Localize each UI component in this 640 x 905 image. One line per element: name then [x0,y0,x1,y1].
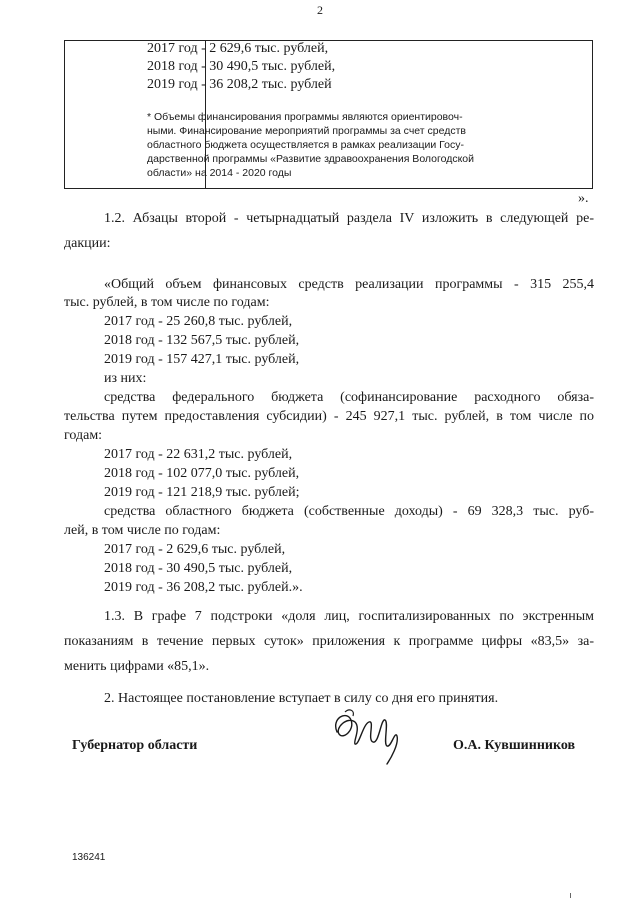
regional-year-line: 2018 год - 30 490,5 тыс. рублей, [104,561,293,576]
table-note-line: области» на 2014 - 2020 годы [147,167,292,179]
federal-year-line: 2017 год - 22 631,2 тыс. рублей, [104,447,293,462]
section-1-3-line: показаниям в течение первых суток» приложения к программе цифры «83,5» за- [64,634,594,649]
table-note-line: областного бюджета осуществляется в рамках реализации Госу- [147,139,464,151]
table-note-line: * Объемы финансирования программы являются ориентировоч- [147,111,463,123]
federal-budget-line: средства федерального бюджета (софинансирование расходного обяза- [104,390,594,405]
table-year-line: 2018 год - 30 490,5 тыс. рублей, [147,59,336,74]
signatory-name: О.А. Кувшинников [453,738,576,753]
table-year-line: 2019 год - 36 208,2 тыс. рублей [147,77,332,92]
section-2-line: 2. Настоящее постановление вступает в силу со дня его принятия. [104,691,499,706]
document-code: 136241 [72,852,106,863]
table-note-line: дарственной программы «Развитие здравоохранения Вологодской [147,153,475,165]
quote-year-line: 2018 год - 132 567,5 тыс. рублей, [104,333,300,348]
scan-mark [570,893,571,898]
quote-total-line: тыс. рублей, в том числе по годам: [64,295,270,310]
quote-year-line: 2019 год - 157 427,1 тыс. рублей, [104,352,300,367]
quote-total-line: «Общий объем финансовых средств реализации программы - 315 255,4 [104,277,594,292]
section-1-2-line: 1.2. Абзацы второй - четырнадцатый раздела IV изложить в следующей ре- [104,211,594,226]
section-1-3-line: 1.3. В графе 7 подстроки «доля лиц, госпитализированных по экстренным [104,609,594,624]
closing-quote-mark: ». [578,191,589,206]
quote-of-them: из них: [104,371,147,386]
handwritten-signature [325,700,415,770]
table-year-line: 2017 год - 2 629,6 тыс. рублей, [147,41,329,56]
federal-budget-line: годам: [64,428,103,443]
section-1-2-line: дакции: [64,236,111,251]
signatory-title: Губернатор области [72,738,198,753]
regional-budget-line: средства областного бюджета (собственные доходы) - 69 328,3 тыс. руб- [104,504,594,519]
federal-budget-line: тельства путем предоставления субсидии) - 245 927,1 тыс. рублей, в том числе по [64,409,594,424]
federal-year-line: 2019 год - 121 218,9 тыс. рублей; [104,485,300,500]
federal-year-line: 2018 год - 102 077,0 тыс. рублей, [104,466,300,481]
quote-year-line: 2017 год - 25 260,8 тыс. рублей, [104,314,293,329]
section-1-3-line: менить цифрами «85,1». [64,659,210,674]
regional-year-line: 2019 год - 36 208,2 тыс. рублей.». [104,580,303,595]
regional-budget-line: лей, в том числе по годам: [64,523,221,538]
regional-year-line: 2017 год - 2 629,6 тыс. рублей, [104,542,286,557]
table-note-line: ными. Финансирование мероприятий программы за счет средств [147,125,466,137]
page-number: 2 [317,3,323,17]
